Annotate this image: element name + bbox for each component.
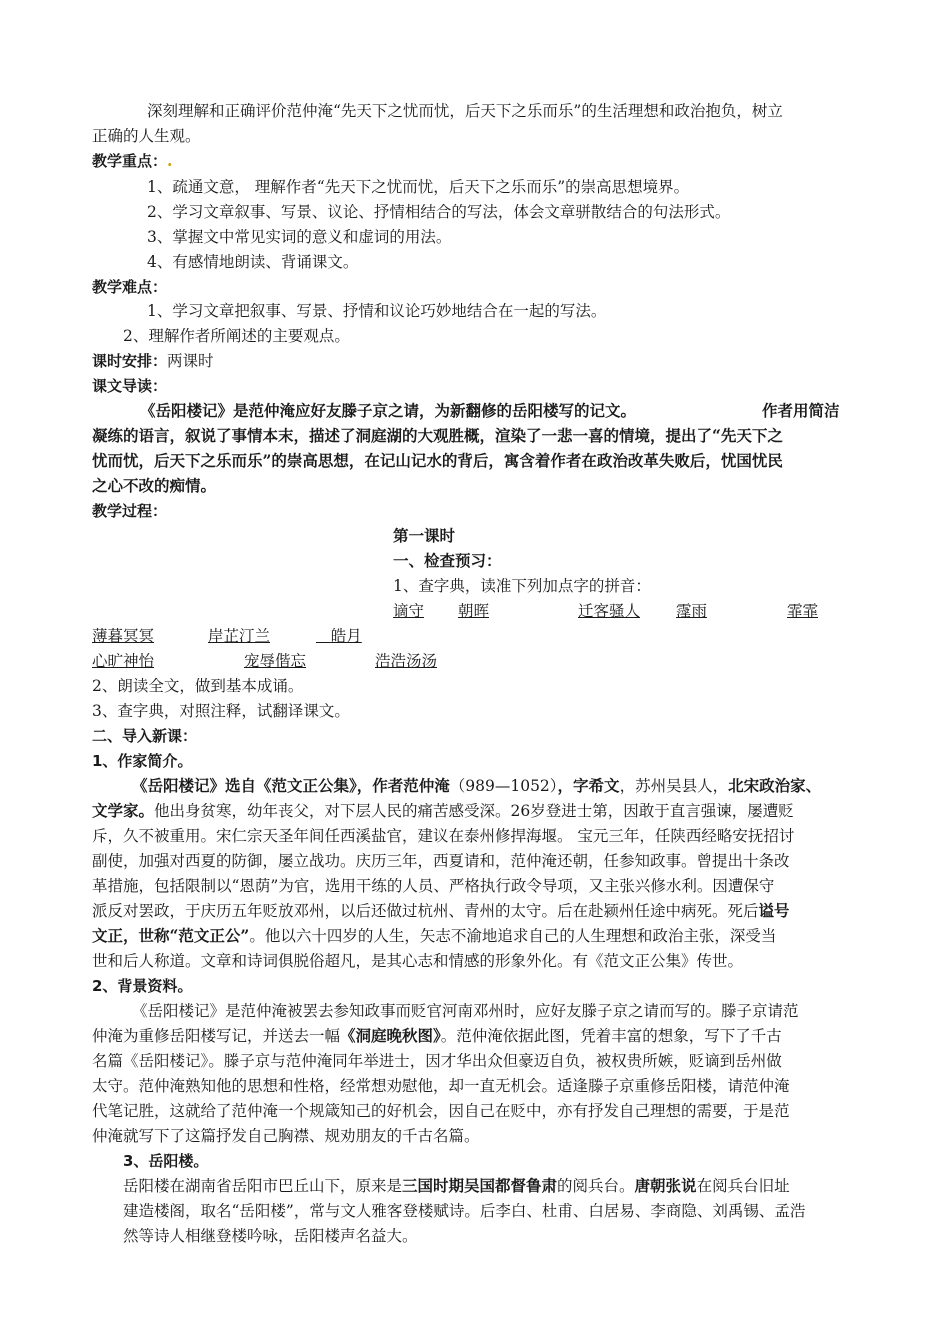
tower-plain-text: 的阅兵台。 — [557, 1177, 635, 1195]
pinyin-word — [458, 599, 489, 623]
background-line-1: 《岳阳楼记》是范仲淹被罢去参知政事而贬官河南邓州时，应好友滕子京之请而写的。滕子京请范 — [132, 1002, 799, 1020]
author-line-7 — [92, 924, 776, 948]
background-plain-text: 。范仲淹依据此图，凭着丰富的想象，写下了千古 — [440, 1027, 782, 1045]
guide-line-4: 之心不改的痴情。 — [92, 476, 217, 495]
background-line-3: 名篇《岳阳楼记》。滕子京与范仲淹同年举进士，因才华出众但豪迈自负，被权贵所嫉，贬谪到岳州做 — [92, 1052, 782, 1070]
author-plain-text: （989—1052） — [449, 777, 558, 795]
guide-line-3: 忧而忧，后天下之乐而乐”的崇高思想，在记山记水的背后，寓含着作者在政治改革失败后，忧国忧民 — [92, 451, 783, 470]
pinyin-word-text: 谪守 — [393, 602, 425, 620]
author-line-3: 斥，久不被重用。宋仁宗天圣年间任西溪盐官，建议在泰州修捍海堰。 宝元三年，任陕西经略安抚招讨 — [92, 827, 795, 845]
tower-line-2: 建造楼阁，取名“岳阳楼”，常与文人雅客登楼赋诗。后李白、杜甫、白居易、李商隐、刘禹锡、孟浩 — [123, 1202, 806, 1220]
background-plain-text: 仲淹为重修岳阳楼写记，并送去一幅 — [92, 1027, 341, 1045]
author-bold-text: 文正，世称“范文正公” — [92, 926, 250, 945]
pinyin-word-text: 心旷神怡 — [92, 652, 155, 670]
pinyin-word-text: 宠辱偕忘 — [244, 652, 307, 670]
pinyin-word-text: 迁客骚人 — [578, 602, 641, 620]
pinyin-word — [92, 649, 154, 673]
pinyin-word — [375, 649, 437, 673]
guide-line-1b: 作者用简洁 — [762, 401, 840, 420]
author-line-2 — [92, 799, 794, 823]
guide-line-2: 凝练的语言，叙说了事情本末，描述了洞庭湖的大观胜概，渲染了一悲一喜的情境，提出了“先天下之 — [92, 426, 783, 445]
pinyin-word — [393, 599, 424, 623]
key-point-item: 2、学习文章叙事、写景、议论、抒情相结合的写法，体会文章骈散结合的句法形式。 — [147, 203, 731, 221]
tower-plain-text: 在阅兵台旧址 — [696, 1177, 790, 1195]
tower-plain-text: 岳阳楼在湖南省岳阳市巴丘山下，原来是 — [123, 1177, 403, 1195]
background-heading: 2、背景资料。 — [92, 977, 193, 995]
pinyin-word-text: 岸芷汀兰 — [208, 627, 271, 645]
tower-bold-text: 唐朝张说 — [634, 1176, 697, 1195]
tower-line-1 — [123, 1174, 790, 1198]
pinyin-word-text: 薄暮冥冥 — [92, 627, 155, 645]
guide-heading: 课文导读： — [92, 377, 168, 395]
author-plain-text: 。他以六十四岁的人生，矢志不渝地追求自己的人生理想和政治主张，深受当 — [249, 927, 777, 945]
background-line-4: 太守。范仲淹熟知他的思想和性格，经常想劝慰他，却一直无机会。适逢滕子京重修岳阳楼，请范仲淹 — [92, 1077, 790, 1095]
pinyin-word — [244, 649, 306, 673]
guide-line-1a: 《岳阳楼记》是范仲淹应好友滕子京之请，为新翻修的岳阳楼写的记文。 — [140, 401, 637, 420]
task-3: 3、查字典，对照注释，试翻译课文。 — [92, 702, 350, 720]
pinyin-word — [92, 624, 154, 648]
pinyin-word-text: 霏霏 — [787, 602, 819, 620]
author-bold-text: 文学家。 — [92, 801, 155, 820]
key-points-mark: . — [167, 151, 173, 170]
difficulty-item: 1、学习文章把叙事、写景、抒情和议论巧妙地结合在一起的写法。 — [147, 302, 607, 320]
author-bold-text: 谥号 — [758, 901, 790, 920]
pinyin-word — [578, 599, 640, 623]
author-plain-text: ，苏州吴县人， — [619, 777, 729, 795]
pinyin-word — [676, 599, 707, 623]
pinyin-word-text: 霪雨 — [676, 602, 708, 620]
difficulty-item: 2、理解作者所阐述的主要观点。 — [123, 327, 350, 345]
tower-line-3: 然等诗人相继登楼吟咏，岳阳楼声名益大。 — [123, 1227, 418, 1245]
tower-bold-text: 三国时期吴国都督鲁肃 — [402, 1176, 558, 1195]
key-points-heading-text: 教学重点： — [92, 152, 168, 170]
check-heading: 一、检查预习： — [393, 551, 502, 570]
pinyin-word — [316, 624, 362, 648]
key-points-heading — [92, 149, 172, 173]
background-line-2 — [92, 1024, 782, 1048]
author-line-8: 世和后人称道。文章和诗词俱脱俗超凡，是其心志和情感的形象外化。有《范文正公集》传世。 — [92, 952, 744, 970]
schedule-line — [92, 349, 214, 373]
author-plain-text: 派反对罢政，于庆历五年贬放邓州，以后还做过杭州、青州的太守。后在赴颍州任途中病死。死后 — [92, 902, 759, 920]
background-bold-text: 《洞庭晚秋图》 — [340, 1026, 441, 1045]
goal-line-2: 正确的人生观。 — [92, 127, 201, 145]
author-plain-text: 他出身贫寒，幼年丧父，对下层人民的痛苦感受深。26岁登进士第，因敢于直言强谏，屡遭贬 — [154, 802, 794, 820]
lesson-1-title: 第一课时 — [393, 526, 456, 545]
background-line-5: 代笔记胜，这就给了范仲淹一个规箴知己的好机会，因自己在贬中，亦有抒发自己理想的需要，于是范 — [92, 1102, 790, 1120]
difficulties-heading: 教学难点： — [92, 278, 168, 296]
key-point-item: 3、掌握文中常见实词的意义和虚词的用法。 — [147, 228, 452, 246]
author-bold-text: ，字希文 — [557, 776, 620, 795]
pinyin-word-text: 朝晖 — [458, 602, 490, 620]
pinyin-word-text: 皓月 — [330, 627, 362, 645]
goal-line-1: 深刻理解和正确评价范仲淹“先天下之忧而忧，后天下之乐而乐”的生活理想和政治抱负，树立 — [147, 102, 783, 120]
author-bold-text: 北宋政治家、 — [728, 776, 822, 795]
schedule-value: 两课时 — [167, 352, 214, 370]
task-1: 1、查字典，读准下列加点字的拼音： — [393, 577, 651, 595]
author-line-6 — [92, 899, 790, 923]
author-line-5: 革措施，包括限制以“恩荫”为官，选用干练的人员、严格执行政令导项，又主张兴修水利。因遭保守 — [92, 877, 775, 895]
background-line-6: 仲淹就写下了这篇抒发自己胸襟、规劝朋友的千古名篇。 — [92, 1127, 480, 1145]
key-point-item: 1、疏通文意， 理解作者“先天下之忧而忧，后天下之乐而乐”的崇高思想境界。 — [147, 178, 690, 196]
task-2: 2、朗读全文，做到基本成诵。 — [92, 677, 304, 695]
key-point-item: 4、有感情地朗读、背诵课文。 — [147, 253, 359, 271]
schedule-heading: 课时安排： — [92, 352, 168, 370]
intro-heading: 二、导入新课： — [92, 727, 198, 745]
author-line-4: 副使，加强对西夏的防御，屡立战功。庆历三年，西夏请和，范仲淹还朝，任参知政事。曾提出十条改 — [92, 852, 790, 870]
author-heading: 1、作家简介。 — [92, 752, 193, 770]
pinyin-word — [208, 624, 270, 648]
tower-heading: 3、岳阳楼。 — [123, 1152, 209, 1170]
pinyin-word — [787, 599, 818, 623]
pinyin-word-text: 浩浩汤汤 — [375, 652, 438, 670]
process-heading: 教学过程： — [92, 502, 168, 520]
author-bold-text: 《岳阳楼记》选自《范文正公集》，作者范仲淹 — [132, 776, 450, 795]
author-line-1 — [132, 774, 821, 798]
